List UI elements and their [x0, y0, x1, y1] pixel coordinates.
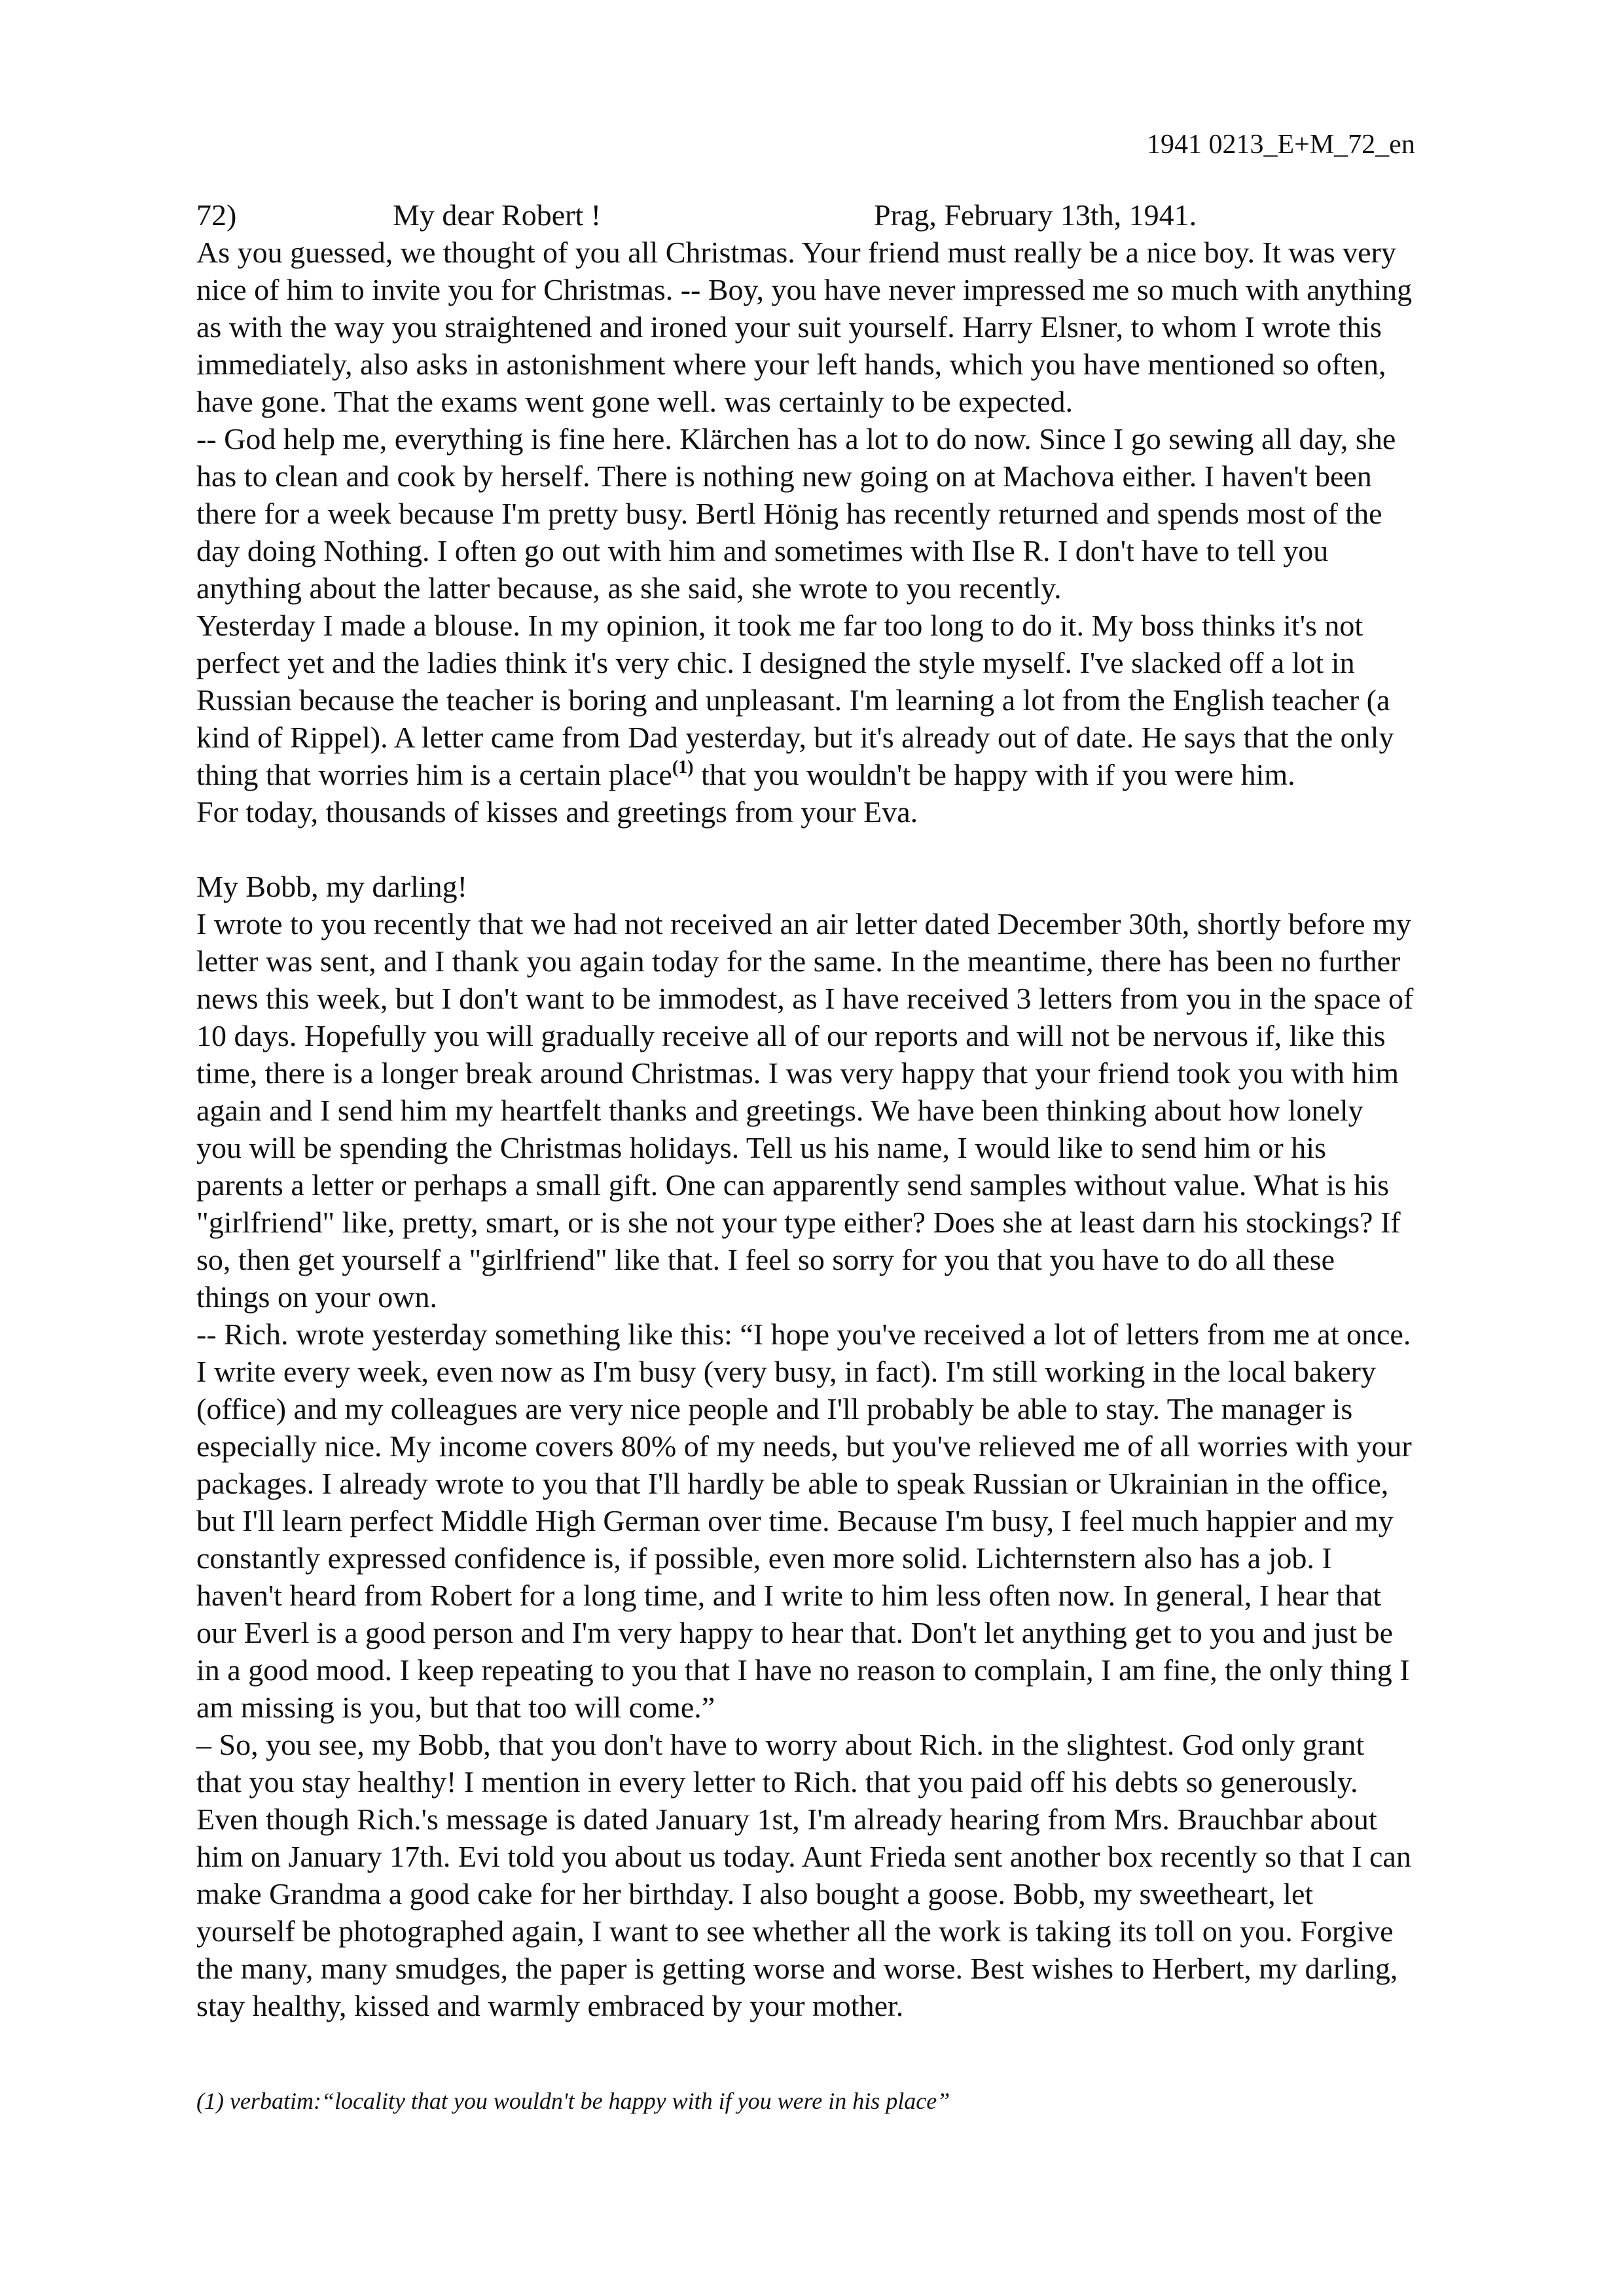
- footnote: (1) verbatim:“locality that you wouldn't be happy with if you were in his place”: [196, 2088, 950, 2114]
- eva-paragraph-3: [196, 607, 1545, 793]
- salutation-mother: My Bobb, my darling!: [196, 870, 467, 903]
- footnote-marker: (1): [672, 757, 694, 778]
- eva-paragraph-3-tail: that you wouldn't be happy with if you were him.: [693, 758, 1295, 791]
- eva-paragraph-1: As you guessed, we thought of you all Christmas. Your friend must really be a nice boy. It was very nice of him to invite you for Christmas. -- Boy, you have never impressed me so much with anything as with the way you straightened and ironed your suit yourself. Harry Elsner, to whom I wrote this immediately, also asks in astonishment where your left hands, which you have mentioned so often, have gone. That the exams went gone well. was certainly to be expected.: [196, 236, 1413, 418]
- eva-paragraph-2: -- God help me, everything is fine here. Klärchen has a lot to do now. Since I go sewing all day, she has to clean and cook by herself. There is nothing new going on at Machova either. I haven't been there for a week because I'm pretty busy. Bertl Hönig has recently returned and spends most of the day doing Nothing. I often go out with him and sometimes with Ilse R. I don't have to tell you anything about the latter because, as she said, she wrote to you recently.: [196, 422, 1396, 605]
- eva-closing: For today, thousands of kisses and greetings from your Eva.: [196, 795, 918, 829]
- mother-paragraph-1: I wrote to you recently that we had not received an air letter dated December 30th, shortly before my letter was sent, and I thank you again today for the same. In the meantime, there has been no further news this week, but I don't want to be immodest, as I have received 3 letters from you in the space of 10 days. Hopefully you will gradually receive all of our reports and will not be nervous if, like this time, there is a longer break around Christmas. I was very happy that your friend took you with him again and I send him my heartfelt thanks and greetings. We have been thinking about how lonely you will be spending the Christmas holidays. Tell us his name, I would like to send him or his parents a letter or perhaps a small gift. One can apparently send samples without value. What is his "girlfriend" like, pretty, smart, or is she not your type either? Does she at least darn his stockings? If so, then get yourself a "girlfriend" like that. I feel so sorry for you that you have to do all these things on your own.: [196, 907, 1414, 1314]
- document-id: 1941 0213_E+M_72_en: [1147, 130, 1415, 160]
- section-spacer: [196, 831, 1545, 868]
- salutation-eva: My dear Robert !: [393, 198, 602, 232]
- eva-paragraph-3-text: Yesterday I made a blouse. In my opinion, it took me far too long to do it. My boss thinks it's not perfect yet and the ladies think it's very chic. I designed the style myself. I've slacked off a lot in Russian because the teacher is boring and unpleasant. I'm learning a lot from the English teacher (a kind of Rippel). A letter came from Dad yesterday, but it's already out of date. He says that the only thing that worries him is a certain place: [196, 609, 1394, 791]
- place-date: Prag, February 13th, 1941.: [874, 198, 1197, 232]
- letter-body: [196, 196, 1545, 2024]
- letter-number: 72): [196, 198, 237, 232]
- letter-header: [196, 196, 1545, 234]
- mother-paragraph-2: -- Rich. wrote yesterday something like this: “I hope you've received a lot of letters from me at once. I write every week, even now as I'm busy (very busy, in fact). I'm still working in the local bakery (office) and my colleagues are very nice people and I'll probably be able to stay. The manager is especially nice. My income covers 80% of my needs, but you've relieved me of all worries with your packages. I already wrote to you that I'll hardly be able to speak Russian or Ukrainian in the office, but I'll learn perfect Middle High German over time. Because I'm busy, I feel much happier and my constantly expressed confidence is, if possible, even more solid. Lichternstern also has a job. I haven't heard from Robert for a long time, and I write to him less often now. In general, I hear that our Everl is a good person and I'm very happy to hear that. Don't let anything get to you and just be in a good mood. I keep repeating to you that I have no reason to complain, I am fine, the only thing I am missing is you, but that too will come.”: [196, 1318, 1412, 1724]
- mother-paragraph-3: – So, you see, my Bobb, that you don't have to worry about Rich. in the slightest. God only grant that you stay healthy! I mention in every letter to Rich. that you paid off his debts so generously. Even though Rich.'s message is dated January 1st, I'm already hearing from Mrs. Brauchbar about him on January 17th. Evi told you about us today. Aunt Frieda sent another box recently so that I can make Grandma a good cake for her birthday. I also bought a goose. Bobb, my sweetheart, let yourself be photographed again, I want to see whether all the work is taking its toll on you. Forgive the many, many smudges, the paper is getting worse and worse. Best wishes to Herbert, my darling, stay healthy, kissed and warmly embraced by your mother.: [196, 1728, 1411, 2022]
